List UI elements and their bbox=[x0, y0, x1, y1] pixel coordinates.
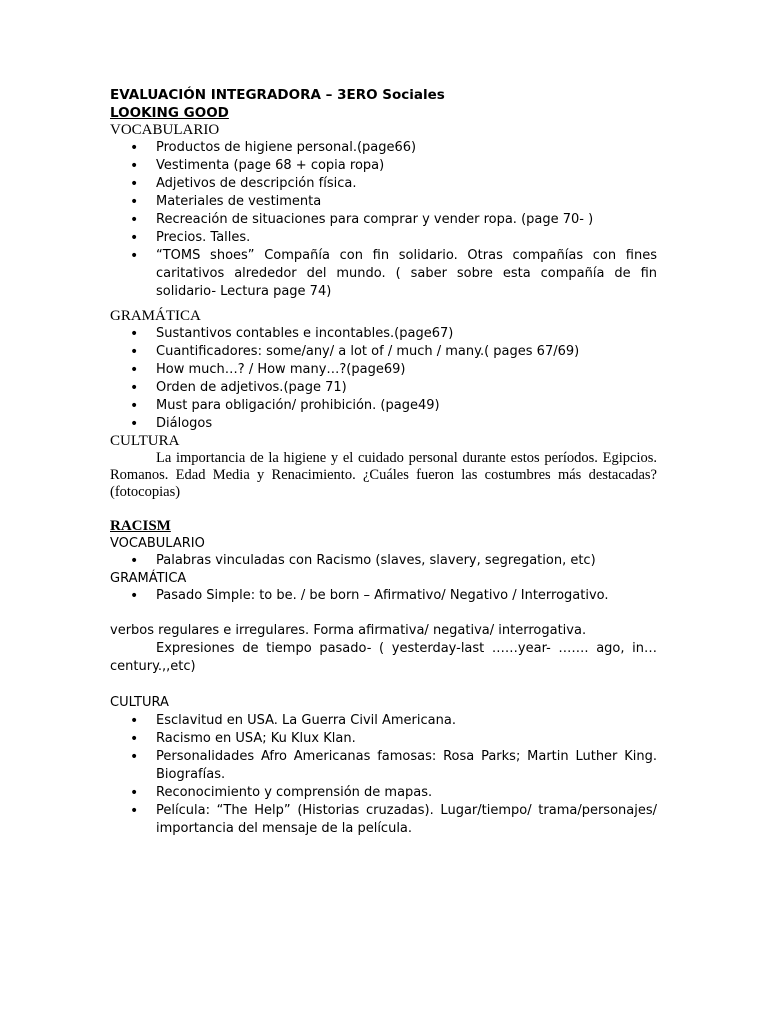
list-item: • Personalidades Afro Americanas famosas: Rosa Parks; Martin Luther King. Biografías. bbox=[110, 748, 657, 784]
grammar-heading: GRAMÁTICA bbox=[110, 308, 201, 324]
grammar-list bbox=[110, 325, 657, 433]
grammar-heading: GRAMÁTICA bbox=[110, 571, 187, 586]
list-item: • Vestimenta (page 68 + copia ropa) bbox=[110, 157, 657, 175]
list-item: • How much…? / How many…?(page69) bbox=[110, 361, 657, 379]
list-item: • Pasado Simple: to be. / be born – Afirmativo/ Negativo / Interrogativo. bbox=[110, 587, 657, 605]
list-item: • Must para obligación/ prohibición. (page49) bbox=[110, 397, 657, 415]
section-heading-looking-good: LOOKING GOOD bbox=[110, 105, 229, 121]
list-item: • Película: “The Help” (Historias cruzadas). Lugar/tiempo/ trama/personajes/ importancia del mensaje de la película. bbox=[110, 802, 657, 838]
list-item: • Cuantificadores: some/any/ a lot of / much / many.( pages 67/69) bbox=[110, 343, 657, 361]
vocab-heading: VOCABULARIO bbox=[110, 122, 220, 138]
section-heading-racism: RACISM bbox=[110, 518, 171, 534]
list-item: • Esclavitud en USA. La Guerra Civil Americana. bbox=[110, 712, 657, 730]
list-item: • Orden de adjetivos.(page 71) bbox=[110, 379, 657, 397]
list-item: • Palabras vinculadas con Racismo (slaves, slavery, segregation, etc) bbox=[110, 552, 657, 570]
time-expressions-paragraph: Expresiones de tiempo pasado- ( yesterday-last ……year- ……. ago, in… century.,,etc) bbox=[110, 641, 657, 674]
document-title: EVALUACIÓN INTEGRADORA – 3ERO Sociales bbox=[110, 87, 445, 103]
list-item: • Precios. Talles. bbox=[110, 229, 657, 247]
vocab-heading: VOCABULARIO bbox=[110, 536, 205, 551]
list-item: • “TOMS shoes” Compañía con fin solidario. Otras compañías con fines caritativos alrededor del mundo. ( saber sobre esta compañía de fin solidario- Lectura page 74) bbox=[110, 247, 657, 301]
list-item: • Recreación de situaciones para comprar y vender ropa. (page 70- ) bbox=[110, 211, 657, 229]
vocab-list bbox=[110, 139, 657, 301]
list-item: • Productos de higiene personal.(page66) bbox=[110, 139, 657, 157]
document-content bbox=[110, 86, 657, 838]
culture-heading: CULTURA bbox=[110, 695, 169, 710]
list-item: • Diálogos bbox=[110, 415, 657, 433]
list-item: • Adjetivos de descripción física. bbox=[110, 175, 657, 193]
culture-heading: CULTURA bbox=[110, 433, 180, 449]
culture-list bbox=[110, 712, 657, 838]
culture-paragraph: La importancia de la higiene y el cuidado personal durante estos períodos. Egipcios. Romanos. Edad Media y Renacimiento. ¿Cuáles fueron las costumbres más destacadas? (fotocopias) bbox=[110, 450, 657, 500]
verbs-paragraph: verbos regulares e irregulares. Forma afirmativa/ negativa/ interrogativa. bbox=[110, 623, 587, 638]
list-item: • Materiales de vestimenta bbox=[110, 193, 657, 211]
list-item: • Sustantivos contables e incontables.(page67) bbox=[110, 325, 657, 343]
list-item: • Reconocimiento y comprensión de mapas. bbox=[110, 784, 657, 802]
grammar-list bbox=[110, 587, 657, 605]
vocab-list bbox=[110, 552, 657, 570]
list-item: • Racismo en USA; Ku Klux Klan. bbox=[110, 730, 657, 748]
